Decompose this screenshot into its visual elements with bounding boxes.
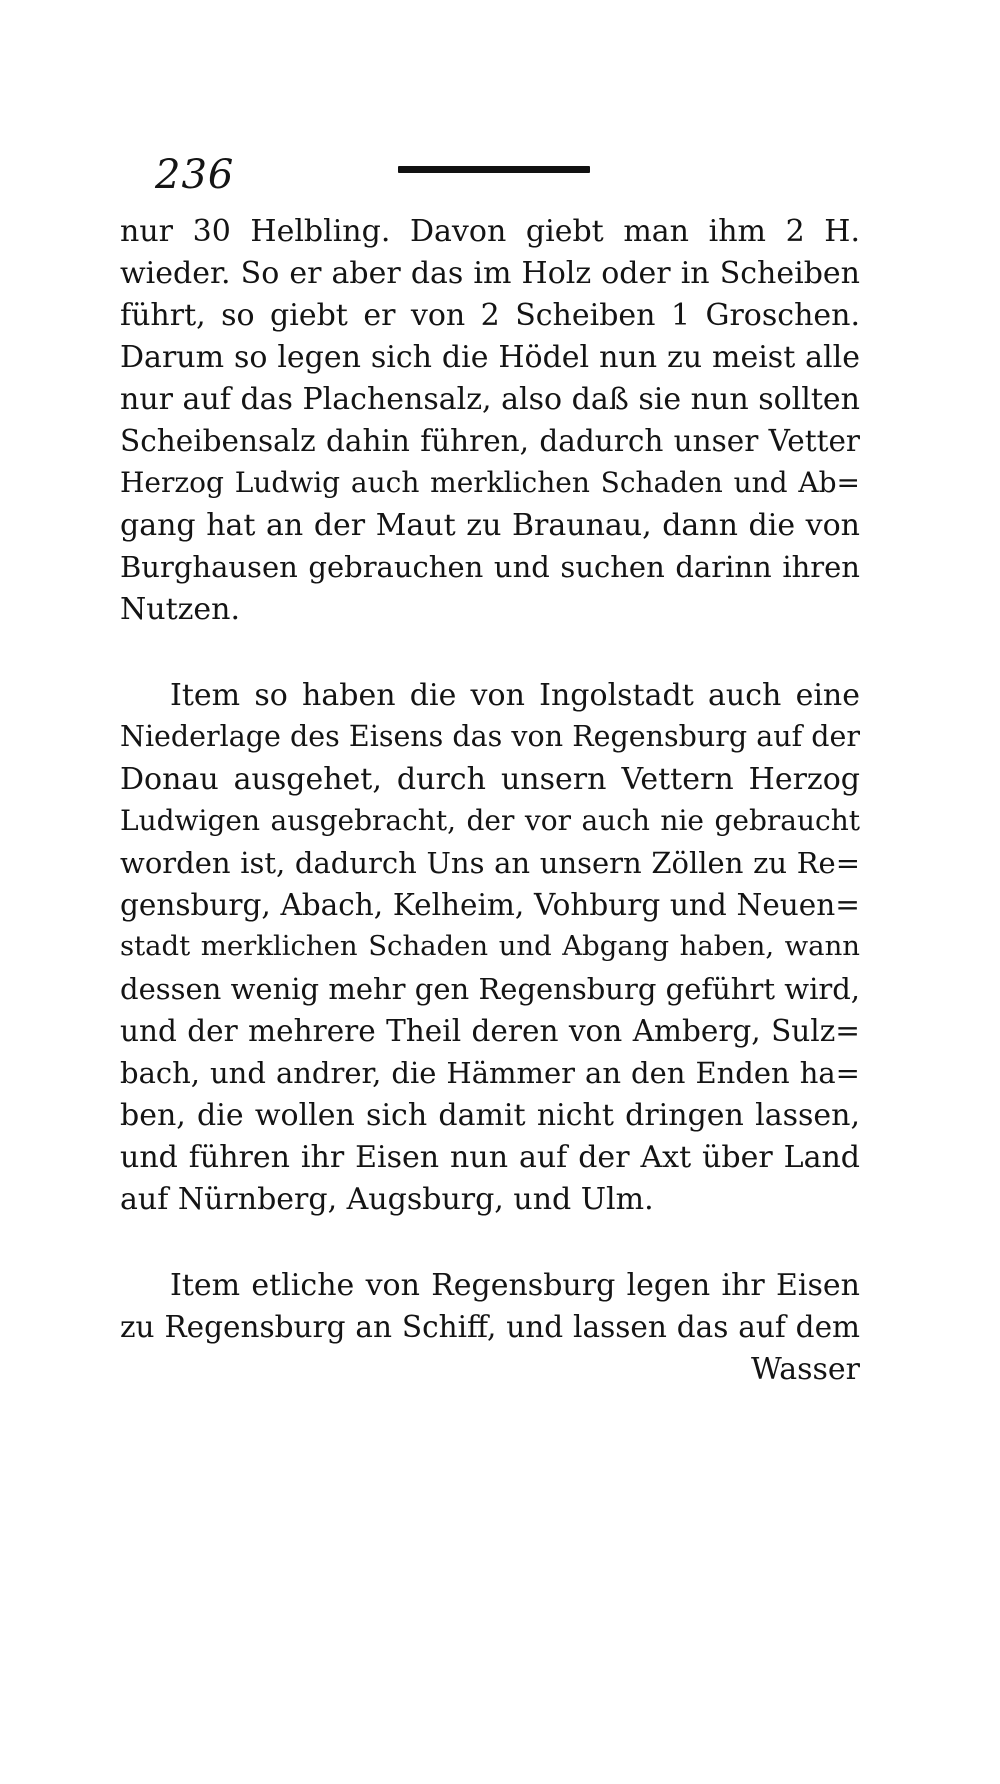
text-line: Scheibensalz dahin führen, dadurch unser Vetter <box>120 424 860 458</box>
text-line: nur auf das Plachensalz, also daß sie nun sollten <box>120 382 860 417</box>
text-line: und führen ihr Eisen nun auf der Axt über Land <box>120 1140 860 1175</box>
text-line: stadt merklichen Schaden und Abgang haben, wann <box>120 930 860 962</box>
text-line: zu Regensburg an Schiff, und lassen das auf dem <box>120 1310 860 1344</box>
text-line: worden ist, dadurch Uns an unsern Zöllen zu Re= <box>120 846 860 880</box>
text-line: dessen wenig mehr gen Regensburg geführt wird, <box>120 972 860 1006</box>
text-line: wieder. So er aber das im Holz oder in Scheiben <box>120 256 860 291</box>
text-line: führt, so giebt er von 2 Scheiben 1 Groschen. <box>120 298 860 333</box>
page-number: 236 <box>155 152 235 198</box>
text-line: und der mehrere Theil deren von Amberg, Sulz= <box>120 1014 860 1048</box>
header-rule <box>398 166 590 173</box>
text-line: auf Nürnberg, Augsburg, und Ulm. <box>120 1182 654 1217</box>
text-line: Burghausen gebrauchen und suchen darinn ihren <box>120 550 860 584</box>
text-line: Item so haben die von Ingolstadt auch eine <box>170 678 860 713</box>
text-line: Donau ausgehet, durch unsern Vettern Herzog <box>120 762 860 797</box>
text-line: Darum so legen sich die Hödel nun zu meist alle <box>120 340 860 375</box>
text-line: Nutzen. <box>120 592 241 627</box>
text-line: Herzog Ludwig auch merklichen Schaden und Ab= <box>120 466 860 499</box>
text-line: Niederlage des Eisens das von Regensburg auf der <box>120 720 860 753</box>
text-line: gensburg, Abach, Kelheim, Vohburg und Neuen= <box>120 888 860 922</box>
catchword: Wasser <box>751 1352 860 1387</box>
text-line: nur 30 Helbling. Davon giebt man ihm 2 H. <box>120 214 860 249</box>
text-line: bach, und andrer, die Hämmer an den Enden ha= <box>120 1056 860 1090</box>
text-line: gang hat an der Maut zu Braunau, dann die von <box>120 508 860 543</box>
text-line: ben, die wollen sich damit nicht dringen lassen, <box>120 1098 860 1133</box>
text-line: Ludwigen ausgebracht, der vor auch nie gebraucht <box>120 804 860 837</box>
text-line: Item etliche von Regensburg legen ihr Eisen <box>170 1268 860 1303</box>
